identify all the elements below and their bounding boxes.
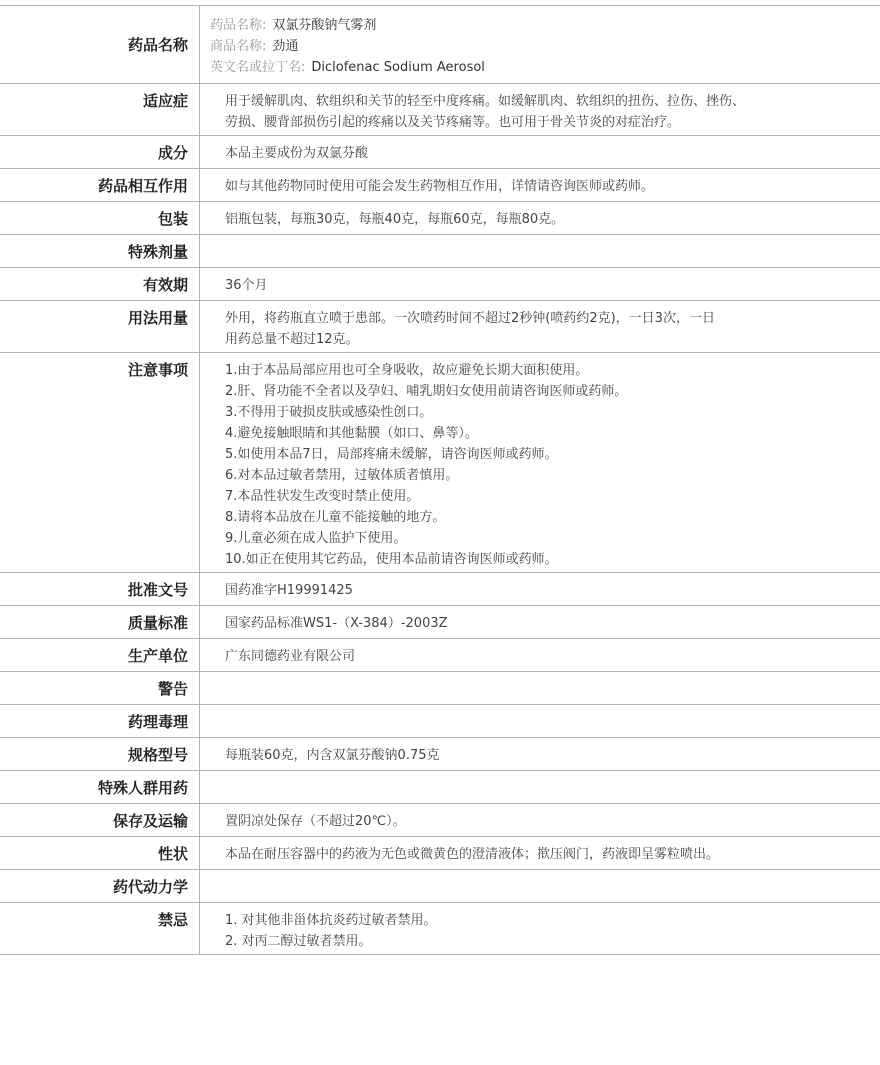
row-label: 特殊剂量 (0, 235, 200, 267)
row-value (200, 573, 880, 605)
generic-name-value: 双氯芬酸钠气雾剂 (272, 18, 377, 33)
row-label: 生产单位 (0, 639, 200, 671)
row-value (200, 837, 880, 869)
row-value (200, 353, 880, 572)
english-name-key: 英文名或拉丁名: (210, 60, 306, 75)
row-label: 规格型号 (0, 738, 200, 770)
value-line: 广东同德药业有限公司 (225, 649, 356, 664)
row-label: 药品相互作用 (0, 169, 200, 201)
value-line: 铝瓶包装，每瓶30克，每瓶40克，每瓶60克，每瓶80克。 (225, 212, 565, 227)
row-label: 质量标准 (0, 606, 200, 638)
info-row (0, 353, 880, 573)
row-value (200, 84, 880, 135)
generic-name-key: 药品名称: (210, 18, 267, 33)
row-label: 药品名称 (0, 6, 200, 83)
info-row (0, 870, 880, 903)
english-name-value: Diclofenac Sodium Aerosol (311, 60, 485, 75)
value-line: 1. 对其他非甾体抗炎药过敏者禁用。 (225, 913, 437, 928)
row-value (200, 639, 880, 671)
row-value (200, 169, 880, 201)
drug-info-table (0, 5, 880, 955)
value-line: 如与其他药物同时使用可能会发生药物相互作用，详情请咨询医师或药师。 (225, 179, 655, 194)
value-line: 用于缓解肌肉、软组织和关节的轻至中度疼痛。如缓解肌肉、软组织的扭伤、拉伤、挫伤、 (225, 94, 746, 109)
row-label: 药代动力学 (0, 870, 200, 902)
row-value (200, 606, 880, 638)
value-line: 6.对本品过敏者禁用，过敏体质者慎用。 (225, 468, 459, 483)
row-label: 警告 (0, 672, 200, 704)
info-row (0, 84, 880, 136)
value-line: 本品在耐压容器中的药液为无色或微黄色的澄清液体；揿压阀门，药液即呈雾粒喷出。 (225, 847, 720, 862)
info-row (0, 903, 880, 955)
trade-name-key: 商品名称: (210, 39, 267, 54)
row-value (200, 235, 880, 267)
row-value (200, 771, 880, 803)
row-value (200, 672, 880, 704)
value-line: 用药总量不超过12克。 (225, 332, 359, 347)
value-line: 36个月 (225, 278, 268, 293)
value-line: 劳损、腰背部损伤引起的疼痛以及关节疼痛等。也可用于骨关节炎的对症治疗。 (225, 115, 681, 130)
info-row (0, 837, 880, 870)
value-line: 1.由于本品局部应用也可全身吸收，故应避免长期大面积使用。 (225, 363, 589, 378)
info-row (0, 301, 880, 353)
row-label: 保存及运输 (0, 804, 200, 836)
row-label: 性状 (0, 837, 200, 869)
info-row (0, 672, 880, 705)
info-row (0, 606, 880, 639)
value-line: 2.肝、肾功能不全者以及孕妇、哺乳期妇女使用前请咨询医师或药师。 (225, 384, 628, 399)
info-row (0, 573, 880, 606)
row-value (200, 136, 880, 168)
row-label: 药理毒理 (0, 705, 200, 737)
value-line: 7.本品性状发生改变时禁止使用。 (225, 489, 420, 504)
row-value (200, 903, 880, 954)
trade-name-value: 劲通 (272, 39, 299, 54)
value-line: 每瓶装60克，内含双氯芬酸钠0.75克 (225, 748, 440, 763)
info-row (0, 639, 880, 672)
info-row (0, 738, 880, 771)
english-name-line (210, 57, 485, 78)
value-line: 3.不得用于破损皮肤或感染性创口。 (225, 405, 433, 420)
row-label: 注意事项 (0, 353, 200, 572)
value-line: 8.请将本品放在儿童不能接触的地方。 (225, 510, 446, 525)
info-row (0, 771, 880, 804)
value-line: 置阴凉处保存（不超过20℃）。 (225, 814, 406, 829)
row-label: 特殊人群用药 (0, 771, 200, 803)
value-line: 4.避免接触眼睛和其他黏膜（如口、鼻等）。 (225, 426, 478, 441)
names-block (200, 6, 485, 83)
row-value (200, 705, 880, 737)
info-row (0, 268, 880, 301)
info-row (0, 804, 880, 837)
value-line: 国家药品标准WS1-（X-384）-2003Z (225, 616, 448, 631)
row-value (200, 202, 880, 234)
row-value (200, 268, 880, 300)
value-line: 本品主要成份为双氯芬酸 (225, 146, 369, 161)
generic-name-line (210, 15, 485, 36)
info-row (0, 169, 880, 202)
value-line: 国药准字H19991425 (225, 583, 353, 598)
value-line: 外用，将药瓶直立喷于患部。一次喷药时间不超过2秒钟(喷药约2克)，一日3次，一日 (225, 311, 715, 326)
value-line: 9.儿童必须在成人监护下使用。 (225, 531, 407, 546)
row-value (200, 870, 880, 902)
row-label: 用法用量 (0, 301, 200, 352)
row-label: 包装 (0, 202, 200, 234)
row-drug-name (0, 5, 880, 84)
value-line: 5.如使用本品7日，局部疼痛未缓解，请咨询医师或药师。 (225, 447, 558, 462)
value-line: 2. 对丙二醇过敏者禁用。 (225, 934, 372, 949)
info-row (0, 136, 880, 169)
value-line: 10.如正在使用其它药品，使用本品前请咨询医师或药师。 (225, 552, 558, 567)
row-label: 有效期 (0, 268, 200, 300)
row-label: 批准文号 (0, 573, 200, 605)
info-row (0, 705, 880, 738)
row-value (200, 804, 880, 836)
trade-name-line (210, 36, 485, 57)
row-value (200, 301, 880, 352)
info-row (0, 235, 880, 268)
info-row (0, 202, 880, 235)
row-label: 禁忌 (0, 903, 200, 954)
row-value (200, 738, 880, 770)
row-label: 成分 (0, 136, 200, 168)
row-label: 适应症 (0, 84, 200, 135)
